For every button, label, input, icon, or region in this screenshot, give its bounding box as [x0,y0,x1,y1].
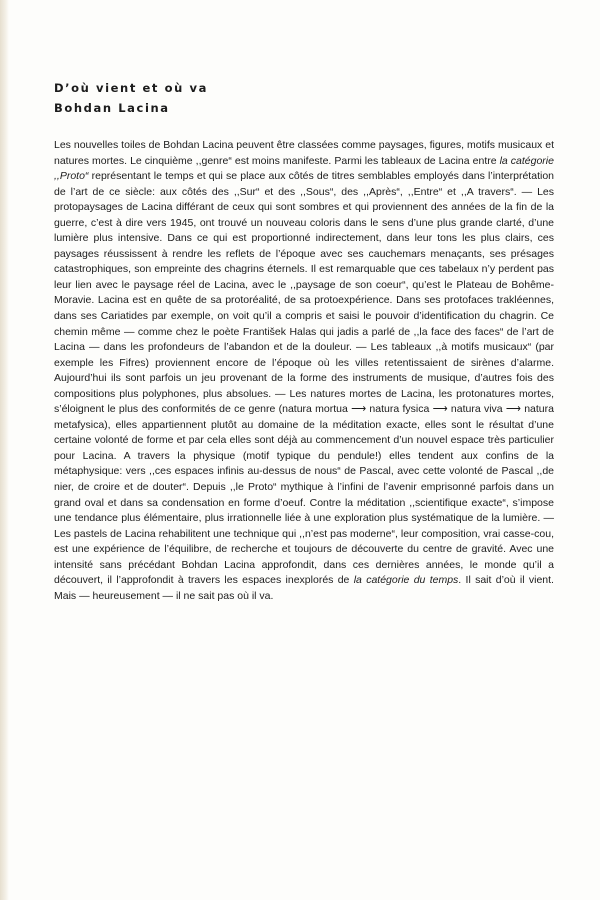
body-text-part-3: . Il sait d’où il vient. Mais — heureusement — il ne sait pas où il va. [54,574,554,602]
body-text-part-2: représentant le temps et qui se place aux côtés de titres semblables employés dans l’interprétation de l’art de ce siècle: aux côtés des ,,Sur“ et des ,,Sous“, des ,,Après“, ,,Entre“ et ,,A travers“. — Les protopaysages de Lacina différant de ceux qui sont sombres et qui proviennent des années de la fin de la guerre, c’est à dire vers 1945, ont trouvé un nouveau coloris dans le sens d’une plus grande clarté, d’une lumière plus intensive. Dans ce qui est proportionné indirectement, dans leur tons les plus clairs, ces paysages réussissent à rendre les reflets de l’époque avec ses cauchemars menaçants, ses présages catastrophiques, son empreinte des chagrins éternels. Il est remarquable que ces tabelaux n’y perdent pas leur lien avec le paysage réel de Lacina, avec le ,,paysage de son coeur“, qu’est le Plateau de Bohême-Moravie. Lacina est en quête de sa protoréalité, de sa protoexpérience. Dans ses protofaces trakléennes, dans ses Cariatides par exemple, on voit qu’il a compris et saisi le pouvoir d’identification du chagrin. Ce chemin même — comme chez le poète František Halas qui jadis a parlé de ,,la face des faces“ de l’art de Lacina — dans les profondeurs de l’abandon et de la douleur. — Les tableaux ,,à motifs musicaux“ (par exemple les Fifres) proviennent encore de l’époque où les villes retentissaient de sirènes d’alarme. Aujourd’hui ils sont parfois un jeu provenant de la forme des instruments de musique, d’autres fois des compositions plus polyphones, plus absolues. — Les natures mortes de Lacina, les protonatures mortes, s’éloignent le plus des conformités de ce genre (natura mortua ⟶ natura fysica ⟶ natura viva ⟶ natura metafysica), elles appartiennent plutôt au domaine de la méditation exacte, elles sont le résultat d’une certaine volonté de forme et par cela elles sont déjà au commencement d’un nouvel espace très particulier pour Lacina. A travers la physique (motif typique du pendule!) elles tendent aux confins de la métaphysique: vers ,,ces espaces infinis au-dessus de nous“ de Pascal, avec cette volonté de Pascal ,,de nier, de croire et de douter“. Depuis ,,le Proto“ mythique à l’infini de l’avenir emprisonné parfois dans un grand oval et dans sa condensation en forme d’oeuf. Contre la méditation ,,scientifique exacte“, s’impose une tendance plus élémentaire, plus irrationnelle liée à une exploration plus systématique de la lumière. — Les pastels de Lacina rehabilitent une technique qui ,,n’est pas moderne“, leur composition, vrai casse-cou, est une expérience de l’équilibre, de recherche et toujours de découverte du centre de gravité. Avec une intensité sans précédant Bohdan Lacina approfondit, dans ces dernières années, le monde qu’il a découvert, il l’approfondit à travers les espaces inexplorés de [54,170,554,587]
body-text-part-1: Les nouvelles toiles de Bohdan Lacina peuvent être classées comme paysages, figures, motifs musicaux et natures mortes. Le cinquième ,,genre“ est moins manifeste. Parmi les tableaux de Lacina entre [54,139,554,167]
heading-line-1: D’où vient et où va [54,81,208,95]
heading-line-2: Bohdan Lacina [54,101,170,115]
article-body [54,138,554,604]
article-heading [54,78,554,118]
body-italic-proto: la catégorie ,,Proto“ [54,154,554,183]
body-italic-temps: la catégorie du temps [353,574,459,587]
page-edge-shadow [0,0,9,900]
document-page [54,0,554,604]
